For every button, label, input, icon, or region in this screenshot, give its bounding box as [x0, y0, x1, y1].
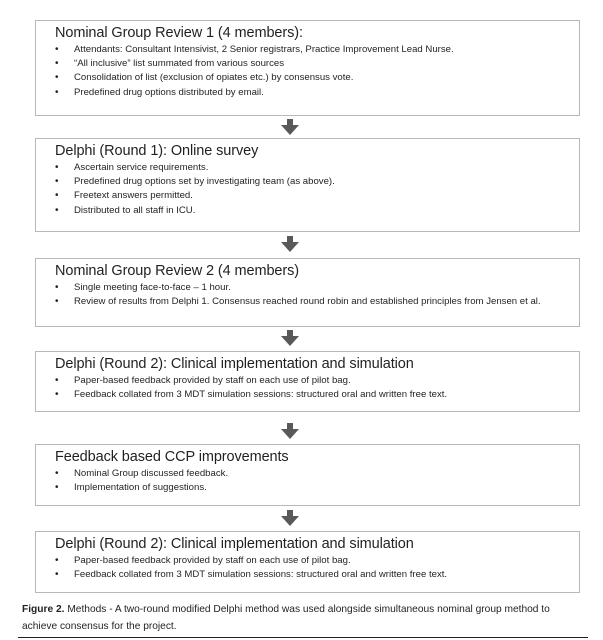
- figure-caption-text: Methods - A two-round modified Delphi method was used alongside simultaneous nominal group method to achieve consensus for the project.: [22, 604, 550, 632]
- step-title: Nominal Group Review 2 (4 members): [55, 263, 299, 279]
- bullet-list: [55, 467, 567, 495]
- bullet-item: • Freetext answers permitted.: [55, 189, 567, 203]
- bullet-item: • Single meeting face-to-face – 1 hour.: [55, 281, 567, 295]
- bullet-item: • Review of results from Delphi 1. Consensus reached round robin and established principles from Jensen et al.: [55, 295, 567, 309]
- step-title: Delphi (Round 1): Online survey: [55, 143, 259, 159]
- bullet-list: [55, 281, 567, 309]
- step-box-nominal-review-2: [35, 258, 580, 327]
- bullet-list: [55, 161, 567, 218]
- bullet-item: • Predefined drug options distributed by email.: [55, 86, 567, 100]
- bullet-list: [55, 374, 567, 402]
- down-arrow-icon: [280, 236, 300, 253]
- bullet-item: • Nominal Group discussed feedback.: [55, 467, 567, 481]
- step-box-delphi-round-2-final: [35, 531, 580, 593]
- step-title: Nominal Group Review 1 (4 members):: [55, 25, 303, 41]
- bullet-item: • Predefined drug options set by investigating team (as above).: [55, 175, 567, 189]
- bullet-item: • Paper-based feedback provided by staff on each use of pilot bag.: [55, 554, 567, 568]
- step-title: Delphi (Round 2): Clinical implementation and simulation: [55, 536, 414, 552]
- down-arrow-icon: [280, 119, 300, 136]
- down-arrow-icon: [280, 423, 300, 440]
- bullet-list: [55, 554, 567, 582]
- bullet-item: • Feedback collated from 3 MDT simulation sessions: structured oral and written free text.: [55, 568, 567, 582]
- step-title: Feedback based CCP improvements: [55, 449, 289, 465]
- bullet-item: • “All inclusive” list summated from various sources: [55, 57, 567, 71]
- step-box-delphi-round-2: [35, 351, 580, 412]
- step-box-ccp-improvements: [35, 444, 580, 506]
- bullet-item: • Distributed to all staff in ICU.: [55, 204, 567, 218]
- figure-label: Figure 2.: [22, 604, 65, 615]
- down-arrow-icon: [280, 510, 300, 527]
- bullet-item: • Paper-based feedback provided by staff on each use of pilot bag.: [55, 374, 567, 388]
- caption-divider: [18, 637, 588, 638]
- step-title: Delphi (Round 2): Clinical implementation and simulation: [55, 356, 414, 372]
- bullet-item: • Attendants: Consultant Intensivist, 2 Senior registrars, Practice Improvement Lead Nurse.: [55, 43, 567, 57]
- down-arrow-icon: [280, 330, 300, 347]
- step-box-nominal-review-1: [35, 20, 580, 116]
- bullet-item: • Consolidation of list (exclusion of opiates etc.) by consensus vote.: [55, 71, 567, 85]
- bullet-item: • Ascertain service requirements.: [55, 161, 567, 175]
- figure-caption: [22, 601, 587, 635]
- bullet-item: • Feedback collated from 3 MDT simulation sessions: structured oral and written free text.: [55, 388, 567, 402]
- bullet-list: [55, 43, 567, 100]
- step-box-delphi-round-1: [35, 138, 580, 232]
- bullet-item: • Implementation of suggestions.: [55, 481, 567, 495]
